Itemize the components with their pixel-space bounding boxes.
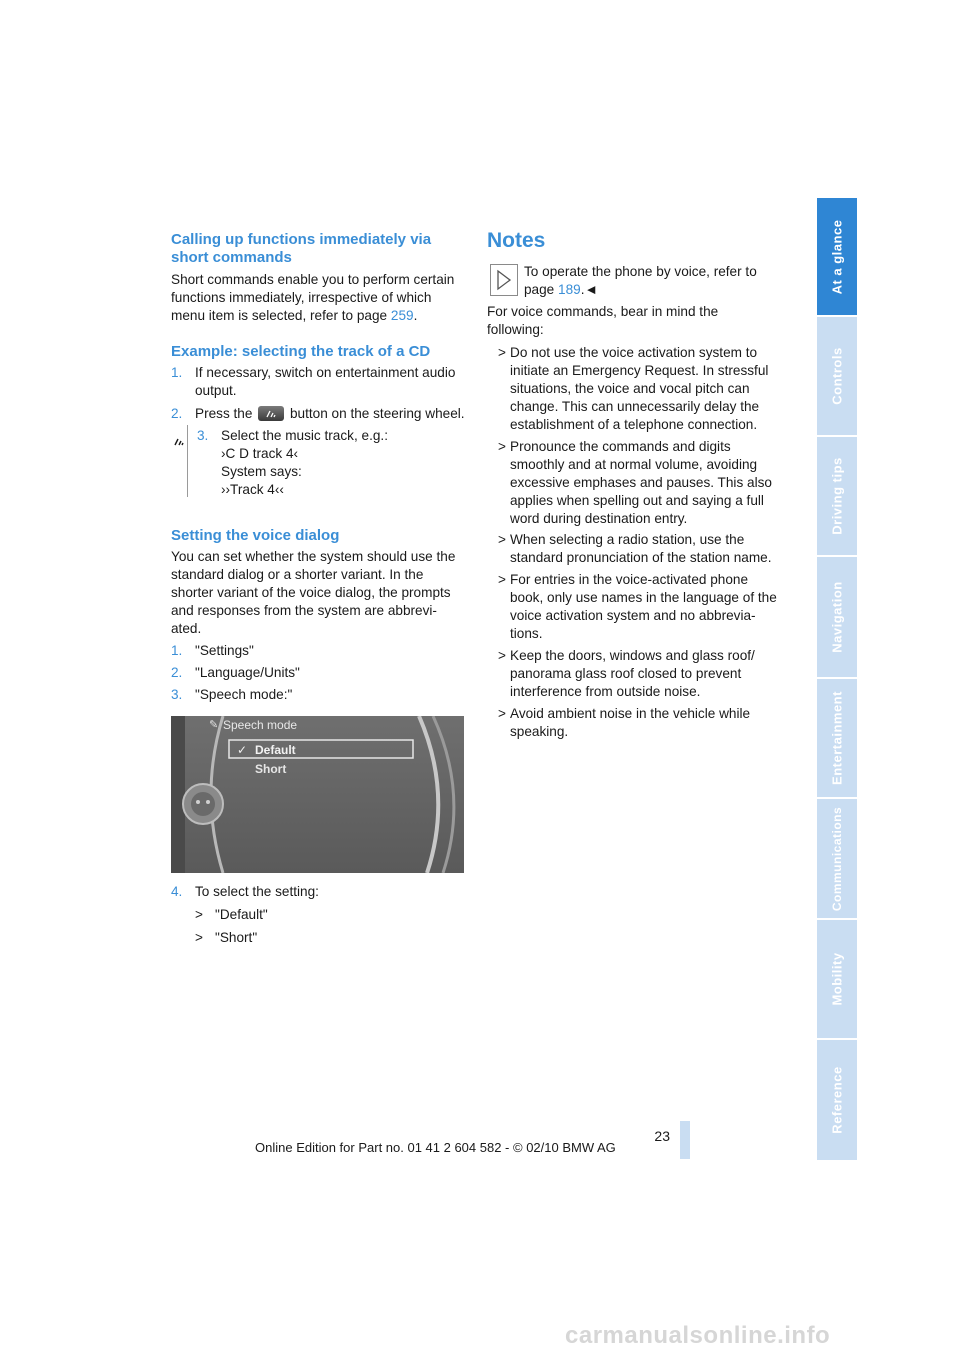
step-number: 3. [171,687,183,702]
text-line: functions immediately, irrespective of which [171,290,432,305]
tab-label: Driving tips [829,457,845,535]
text-line: establishment of a telephone connection. [510,417,758,432]
text-line: You can set whether the system should use the [171,549,456,564]
text-line: and responses from the system are abbrevi- [171,603,437,618]
bullet-marker: > [498,345,506,360]
text-line: panorama glass roof closed to prevent [510,666,742,681]
text-line: excessive emphases and pauses. This also [510,475,772,490]
step-text [195,405,465,423]
page-number: 23 [654,1128,670,1144]
text-fragment: menu item is selected, refer to page [171,308,391,323]
text-line: For voice commands, bear in mind the [487,304,719,319]
screen-title: Speech mode [223,718,298,732]
step-3-voice [197,427,457,499]
screen-frame-graphic [171,716,464,873]
text-line: change. This can unnecessarily delay the [510,399,760,414]
text-line: Select the music track, e.g.: [221,428,388,443]
edition-footer: Online Edition for Part no. 01 41 2 604 582 - © 02/10 BMW AG [255,1140,616,1155]
bullet-marker: > [498,439,506,454]
text-line: book, only use names in the language of the [510,590,777,605]
step-text: "Settings" [195,643,254,658]
voice-button-icon [258,406,284,421]
step-text: "Speech mode:" [195,687,293,702]
text-line: For entries in the voice-activated phone [510,572,749,587]
text-line: speaking. [510,724,569,739]
heading-example-cd: Example: selecting the track of a CD [171,343,431,360]
step-settings [171,642,461,660]
tab-label: Reference [829,1066,845,1134]
tab-label: Entertainment [829,691,845,785]
step-text: To select the setting: [195,884,319,899]
text-line: situations, the voice and vocal pitch can [510,381,750,396]
step-speech-mode [171,686,461,704]
text-line: word during destination entry. [510,511,688,526]
text-line: To operate the phone by voice, refer to [524,264,757,279]
text-line: Keep the doors, windows and glass roof/ [510,648,755,663]
step-language-units [171,664,461,682]
step-number: 2. [171,406,183,421]
tab-label: Controls [829,347,845,405]
tab-controls[interactable] [817,317,857,437]
page-link-189[interactable]: 189 [558,282,581,297]
heading-notes: Notes [487,229,546,252]
text-line [524,281,757,299]
note-text [524,263,757,299]
text-line [171,307,454,325]
text-line: When selecting a radio station, use the [510,532,745,547]
bullet-marker: > [195,930,203,945]
screen-option-short[interactable]: Short [255,762,287,776]
bullet-text [510,531,771,567]
text-line: Pronounce the commands and digits [510,439,731,454]
voice-command: ›C D track 4‹ [221,446,299,461]
option-default [195,906,455,924]
bullet-text [510,571,777,643]
speech-mode-screen [171,716,464,873]
text-line: Avoid ambient noise in the vehicle while [510,706,751,721]
text-line: Short commands enable you to perform certain [171,272,455,287]
settings-small-icon: ✎ [209,719,219,731]
tab-label: Navigation [829,581,845,653]
tab-entertainment[interactable] [817,679,857,799]
tab-label: Communications [830,806,844,911]
text-line: smoothly and at normal volume, avoiding [510,457,758,472]
note-icon [490,264,518,296]
triangle-play-icon [491,265,517,295]
voice-instruction-marker [171,425,189,497]
step-text [221,427,388,499]
step-number: 4. [171,884,183,899]
tab-at-a-glance[interactable] [817,198,857,317]
bullet-marker: > [498,648,506,663]
bullet-radio [498,531,798,567]
step-number: 3. [197,428,209,443]
text-line: System says: [221,464,302,479]
text-line: initiate an Emergency Request. In stressful [510,363,769,378]
text-line: voice activation system and no abbrevia- [510,608,756,623]
tab-label: At a glance [829,219,845,294]
text-fragment: .◄ [580,282,598,297]
screen-option-default[interactable]: Default [255,743,296,757]
tab-driving-tips[interactable] [817,437,857,557]
tab-mobility[interactable] [817,920,857,1040]
tab-communications[interactable] [817,799,857,920]
step-number: 1. [171,643,183,658]
page-link-259[interactable]: 259 [390,308,414,323]
bullet-text [510,705,750,741]
step-1 [171,364,471,400]
tab-label: Mobility [829,952,845,1006]
watermark: carmanualsonline.info [565,1322,831,1349]
bullet-doors [498,647,798,701]
bullet-ambient-noise [498,705,798,741]
text-line: output. [195,383,237,398]
heading-line: Calling up functions immediately via [171,231,432,248]
text-line: standard pronunciation of the station name. [510,550,772,565]
text-fragment: . [413,308,418,323]
text-line: applies when spelling out and saying a full [510,493,764,508]
text-line: standard dialog or a shorter variant. In the [171,567,424,582]
step-2 [171,405,471,423]
option-text: "Default" [215,907,268,922]
text-line: Do not use the voice activation system to [510,345,758,360]
page-marker-bar [680,1121,690,1159]
step-text [195,364,455,400]
bullet-text [510,438,772,528]
step-text: "Language/Units" [195,665,300,680]
tab-navigation[interactable] [817,557,857,679]
bullet-marker: > [498,572,506,587]
heading-line: short commands [171,249,292,266]
divider [187,425,188,497]
option-text: "Short" [215,930,258,945]
text-line: If necessary, switch on entertainment audio [195,365,456,380]
checkmark-icon: ✓ [237,743,248,757]
option-short [195,929,455,947]
text-line: interference from outside noise. [510,684,701,699]
system-response: ››Track 4‹‹ [221,482,284,497]
bullet-emergency [498,344,798,434]
bullet-marker: > [195,907,203,922]
heading-short-commands [171,231,431,267]
text-fragment: button on the steering wheel. [289,406,465,421]
step-number: 1. [171,365,183,380]
text-line: tions. [510,626,543,641]
voice-dialog-paragraph [171,548,455,638]
text-fragment: Press the [195,406,253,421]
bullet-marker: > [498,532,506,547]
step-number: 2. [171,665,183,680]
bullet-marker: > [498,706,506,721]
short-commands-paragraph [171,271,454,325]
tab-reference[interactable] [817,1040,857,1162]
step-4 [171,883,461,901]
intro-paragraph [487,303,718,339]
bullet-pronounce [498,438,798,528]
bullet-text [510,647,755,701]
text-fragment: page [524,282,559,297]
bullet-text [510,344,768,434]
bullet-phonebook [498,571,798,643]
text-line: ated. [171,621,202,636]
heading-voice-dialog: Setting the voice dialog [171,527,340,544]
text-line: following: [487,322,544,337]
text-line: shorter variant of the voice dialog, the prompts [171,585,451,600]
